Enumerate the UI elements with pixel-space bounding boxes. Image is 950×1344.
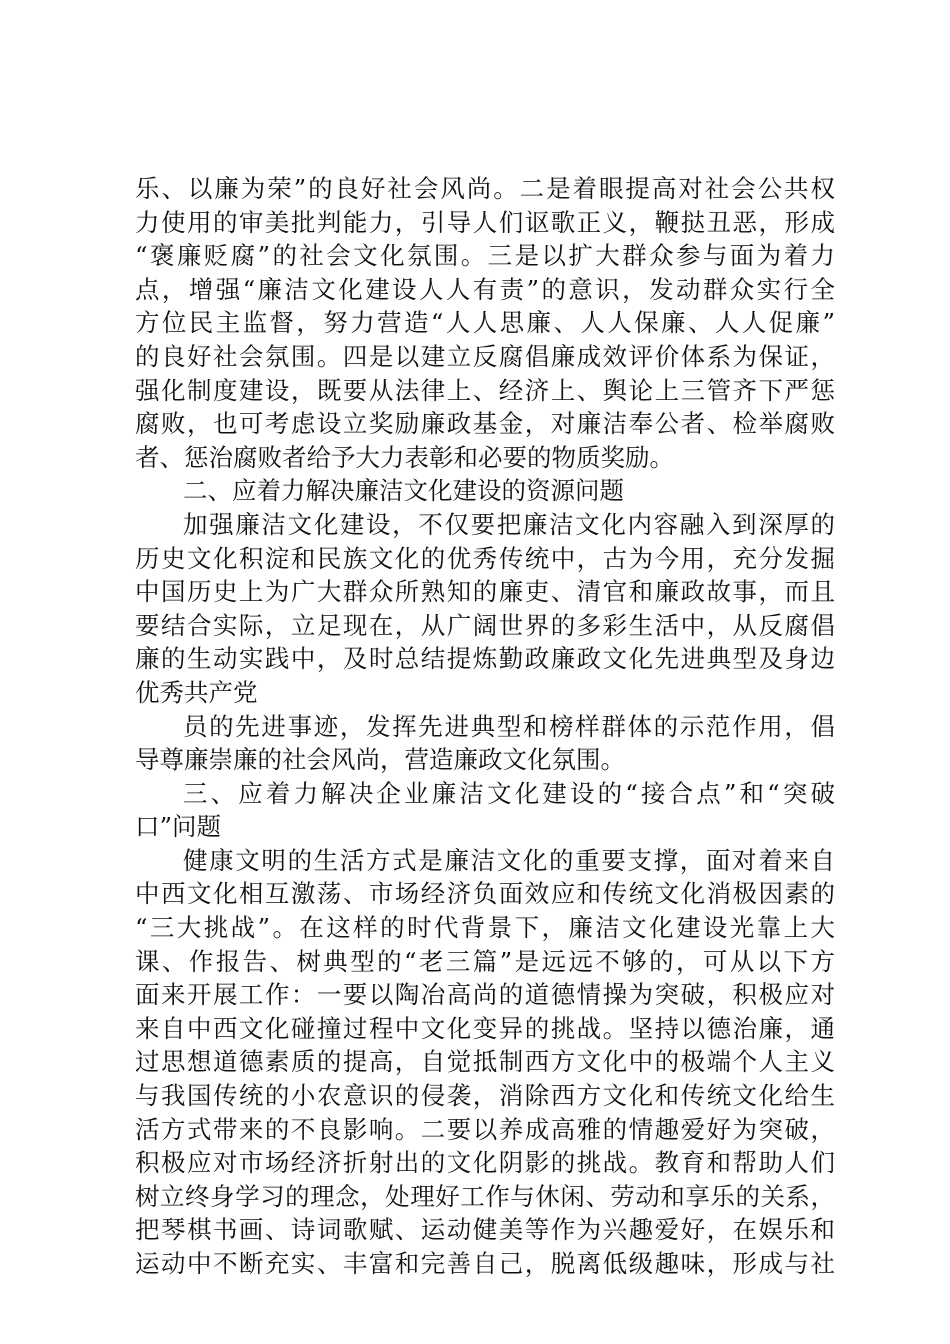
text-line: 点，增强“廉洁文化建设人人有责”的意识，发动群众实行全 bbox=[135, 274, 835, 304]
text-line: 要结合实际，立足现在，从广阔世界的多彩生活中，从反腐倡 bbox=[135, 610, 835, 640]
text-line: 方位民主监督，努力营造“人人思廉、人人保廉、人人促廉” bbox=[135, 308, 835, 338]
text-line: 三、应着力解决企业廉洁文化建设的“接合点”和“突破 bbox=[183, 778, 835, 808]
text-line: 力使用的审美批判能力，引导人们讴歌正义，鞭挞丑恶，形成 bbox=[135, 207, 835, 237]
text-line: 优秀共产党 bbox=[135, 677, 258, 707]
text-line: 活方式带来的不良影响。二要以养成高雅的情趣爱好为突破， bbox=[135, 1114, 835, 1144]
text-line: 员的先进事迹，发挥先进典型和榜样群体的示范作用，倡 bbox=[183, 711, 835, 741]
text-line: 者、惩治腐败者给予大力表彰和必要的物质奖励。 bbox=[135, 442, 674, 472]
text-line: 二、应着力解决廉洁文化建设的资源问题 bbox=[183, 476, 624, 506]
text-line: 中西文化相互激荡、市场经济负面效应和传统文化消极因素的 bbox=[135, 879, 835, 909]
document-body bbox=[135, 172, 835, 1281]
text-line: 课、作报告、树典型的“老三篇”是远远不够的，可从以下方 bbox=[135, 946, 835, 976]
text-line: 加强廉洁文化建设，不仅要把廉洁文化内容融入到深厚的 bbox=[183, 509, 835, 539]
text-line: 运动中不断充实、丰富和完善自己，脱离低级趣味，形成与社 bbox=[135, 1249, 835, 1278]
text-line: 把琴棋书画、诗词歌赋、运动健美等作为兴趣爱好，在娱乐和 bbox=[135, 1215, 835, 1245]
text-line: 强化制度建设，既要从法律上、经济上、舆论上三管齐下严惩 bbox=[135, 375, 835, 405]
text-line: 过思想道德素质的提高，自觉抵制西方文化中的极端个人主义 bbox=[135, 1047, 835, 1077]
text-line: “褒廉贬腐”的社会文化氛围。三是以扩大群众参与面为着力 bbox=[135, 241, 835, 271]
text-line: 面来开展工作：一要以陶冶高尚的道德情操为突破，积极应对 bbox=[135, 980, 835, 1010]
text-line: 腐败，也可考虑设立奖励廉政基金，对廉洁奉公者、检举腐败 bbox=[135, 409, 835, 439]
text-line: 中国历史上为广大群众所熟知的廉吏、清官和廉政故事，而且 bbox=[135, 577, 835, 607]
text-line: 导尊廉崇廉的社会风尚，营造廉政文化氛围。 bbox=[135, 745, 625, 775]
text-line: 廉的生动实践中，及时总结提炼勤政廉政文化先进典型及身边 bbox=[135, 644, 835, 674]
text-line: 来自中西文化碰撞过程中文化变异的挑战。坚持以德治廉，通 bbox=[135, 1013, 835, 1043]
text-line: “三大挑战”。在这样的时代背景下，廉洁文化建设光靠上大 bbox=[135, 913, 835, 943]
text-line: 乐、以廉为荣”的良好社会风尚。二是着眼提高对社会公共权 bbox=[135, 174, 835, 203]
text-line: 的良好社会氛围。四是以建立反腐倡廉成效评价体系为保证， bbox=[135, 341, 835, 371]
text-line: 历史文化积淀和民族文化的优秀传统中，古为今用，充分发掘 bbox=[135, 543, 835, 573]
text-line: 口”问题 bbox=[135, 812, 222, 842]
text-line: 积极应对市场经济折射出的文化阴影的挑战。教育和帮助人们 bbox=[135, 1148, 835, 1178]
text-line: 与我国传统的小农意识的侵袭，消除西方文化和传统文化给生 bbox=[135, 1081, 835, 1111]
text-line: 树立终身学习的理念，处理好工作与休闲、劳动和享乐的关系， bbox=[135, 1181, 835, 1211]
text-line: 健康文明的生活方式是廉洁文化的重要支撑，面对着来自 bbox=[183, 845, 835, 875]
